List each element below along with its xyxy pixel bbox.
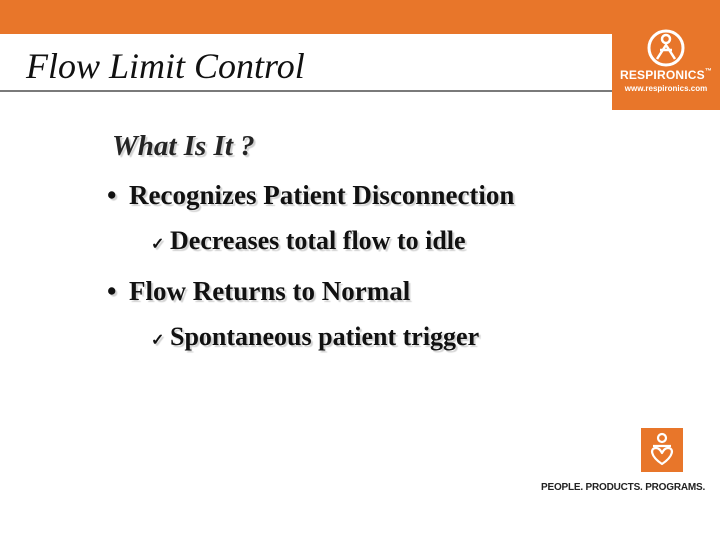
bullet-text: Recognizes Patient Disconnection (129, 180, 515, 210)
respironics-heart-figure-icon (641, 428, 683, 472)
section-heading: What Is It ? (112, 130, 255, 162)
sub-bullet-item (107, 222, 607, 272)
check-icon: ✓ (151, 236, 165, 253)
sub-bullet-text: Decreases total flow to idle (170, 226, 466, 255)
bullet-marker: • (107, 276, 117, 306)
respironics-figure-icon (646, 28, 686, 68)
brand-badge (641, 428, 683, 472)
logo-wordmark: RESPIRONICS™ (619, 68, 713, 82)
sub-bullet-text: Spontaneous patient trigger (170, 322, 480, 351)
check-icon: ✓ (151, 332, 165, 349)
bullet-list (107, 176, 607, 368)
sub-bullet-item (107, 318, 607, 368)
slide-title: Flow Limit Control (26, 46, 305, 86)
brand-tagline: PEOPLE. PRODUCTS. PROGRAMS. (541, 482, 706, 493)
bullet-item (107, 176, 607, 222)
title-divider (0, 90, 612, 92)
bullet-text: Flow Returns to Normal (129, 276, 411, 306)
bullet-item (107, 272, 607, 318)
bullet-marker: • (107, 180, 117, 210)
respironics-logo (614, 26, 718, 98)
logo-website: www.respironics.com (624, 84, 708, 93)
trademark-sign: ™ (704, 68, 713, 75)
